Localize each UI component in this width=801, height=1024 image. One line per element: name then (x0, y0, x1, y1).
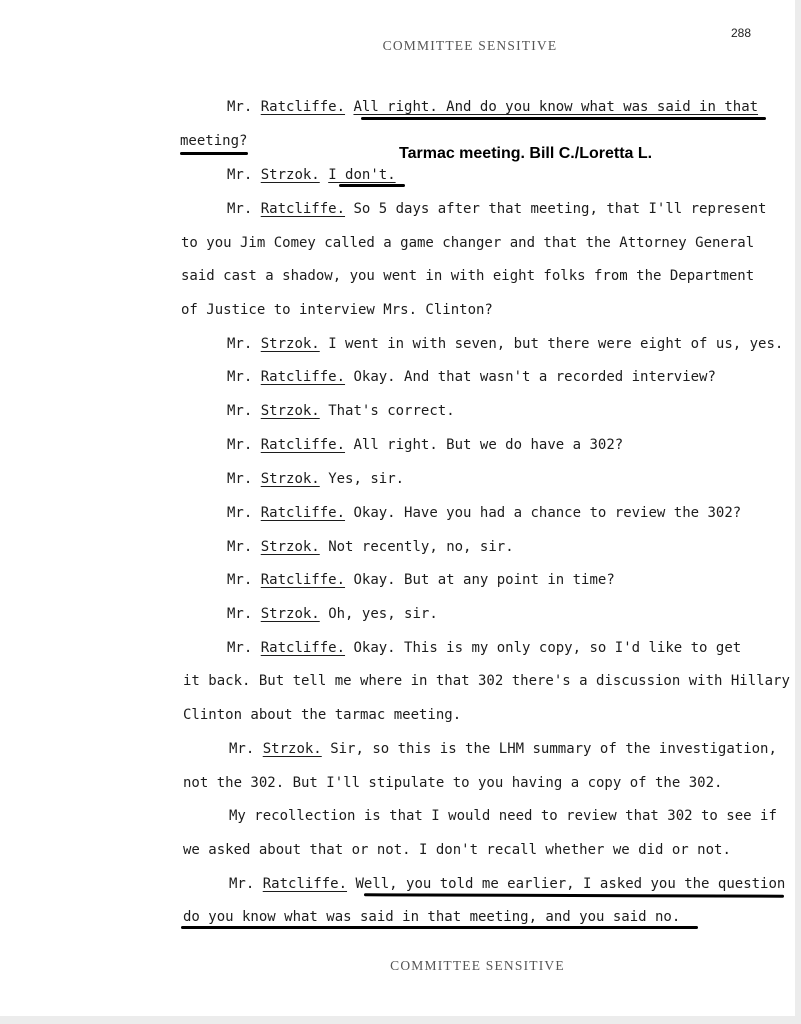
speaker-prefix: Mr. (229, 876, 255, 892)
transcript-line (227, 98, 758, 116)
speaker-prefix: Mr. (227, 505, 253, 521)
marker-underline (361, 117, 766, 120)
transcript-line (227, 368, 716, 386)
line-text: meeting? (180, 133, 248, 149)
transcript-line (181, 267, 754, 285)
speaker-name: Strzok. (260, 403, 320, 419)
speaker-name: Ratcliffe. (262, 876, 348, 892)
speaker-prefix: Mr. (227, 167, 253, 183)
line-text: Yes, sir. (328, 471, 405, 487)
speaker-prefix: Mr. (229, 741, 255, 757)
page-number: 288 (731, 26, 752, 40)
transcript-line (227, 538, 514, 556)
transcript-line (227, 166, 396, 184)
speaker-prefix: Mr. (227, 437, 253, 453)
line-text: Okay. Have you had a chance to review the 302? (353, 505, 742, 521)
line-text: I went in with seven, but there were eight of us, yes. (328, 336, 784, 352)
line-text: That's correct. (328, 403, 455, 419)
line-text: of Justice to interview Mrs. Clinton? (181, 302, 493, 318)
transcript-line (227, 605, 438, 623)
marker-underline (364, 893, 784, 897)
transcript-line (229, 807, 777, 825)
speaker-name: Ratcliffe. (260, 369, 346, 385)
line-text: it back. But tell me where in that 302 there's a discussion with Hillary (183, 673, 790, 689)
speaker-prefix: Mr. (227, 201, 253, 217)
line-text: My recollection is that I would need to review that 302 to see if (229, 808, 777, 824)
transcript-line (227, 200, 766, 218)
transcript-line (183, 774, 722, 792)
speaker-name: Ratcliffe. (260, 640, 346, 656)
speaker-name: Ratcliffe. (260, 505, 346, 521)
speaker-prefix: Mr. (227, 640, 253, 656)
speaker-name: Ratcliffe. (260, 437, 346, 453)
speaker-name: Strzok. (260, 471, 320, 487)
speaker-prefix: Mr. (227, 369, 253, 385)
line-text: we asked about that or not. I don't recall whether we did or not. (183, 842, 731, 858)
transcript-line (227, 470, 404, 488)
speaker-prefix: Mr. (227, 471, 253, 487)
line-text: All right. But we do have a 302? (353, 437, 624, 453)
line-text: I don't. (328, 167, 396, 183)
transcript-line (227, 504, 741, 522)
classification-header: COMMITTEE SENSITIVE (382, 38, 558, 53)
line-text: Not recently, no, sir. (328, 539, 514, 555)
transcript-line (183, 706, 461, 724)
line-text: Well, you told me earlier, I asked you the question (355, 876, 786, 892)
speaker-name: Ratcliffe. (260, 99, 346, 115)
speaker-prefix: Mr. (227, 99, 253, 115)
transcript-line (180, 132, 247, 150)
speaker-name: Strzok. (260, 167, 320, 183)
transcript-line (227, 639, 741, 657)
speaker-name: Ratcliffe. (260, 201, 346, 217)
marker-underline (181, 926, 698, 929)
line-text: Sir, so this is the LHM summary of the investigation, (330, 741, 777, 757)
line-text: said cast a shadow, you went in with eight folks from the Department (181, 268, 755, 284)
transcript-line (227, 402, 455, 420)
line-text: not the 302. But I'll stipulate to you having a copy of the 302. (183, 775, 723, 791)
speaker-prefix: Mr. (227, 539, 253, 555)
transcript-line (229, 740, 777, 758)
speaker-prefix: Mr. (227, 403, 253, 419)
line-text: to you Jim Comey called a game changer and that the Attorney General (181, 235, 755, 251)
line-text: Clinton about the tarmac meeting. (183, 707, 462, 723)
speaker-prefix: Mr. (227, 336, 253, 352)
transcript-line (227, 335, 783, 353)
line-text: Okay. This is my only copy, so I'd like to get (353, 640, 742, 656)
transcript-line (181, 301, 493, 319)
handwritten-annotation: Tarmac meeting. Bill C./Loretta L. (399, 145, 653, 162)
transcript-line (183, 841, 731, 859)
line-text: Oh, yes, sir. (328, 606, 438, 622)
classification-footer: COMMITTEE SENSITIVE (390, 958, 565, 973)
speaker-name: Strzok. (260, 606, 320, 622)
speaker-prefix: Mr. (227, 606, 253, 622)
transcript-line (183, 908, 680, 926)
line-text: do you know what was said in that meeting, and you said no. (183, 909, 681, 925)
speaker-name: Strzok. (260, 539, 320, 555)
line-text: So 5 days after that meeting, that I'll represent (353, 201, 767, 217)
speaker-name: Strzok. (260, 336, 320, 352)
speaker-name: Ratcliffe. (260, 572, 346, 588)
transcript-line (227, 571, 615, 589)
marker-underline (180, 152, 248, 155)
line-text: Okay. And that wasn't a recorded interview? (353, 369, 716, 385)
transcript-line (181, 234, 754, 252)
speaker-prefix: Mr. (227, 572, 253, 588)
transcript-line (227, 436, 623, 454)
line-text: All right. And do you know what was said in that (353, 99, 759, 115)
marker-underline (339, 184, 405, 187)
line-text: Okay. But at any point in time? (353, 572, 615, 588)
speaker-name: Strzok. (262, 741, 322, 757)
transcript-line (229, 875, 785, 893)
transcript-line (183, 672, 790, 690)
